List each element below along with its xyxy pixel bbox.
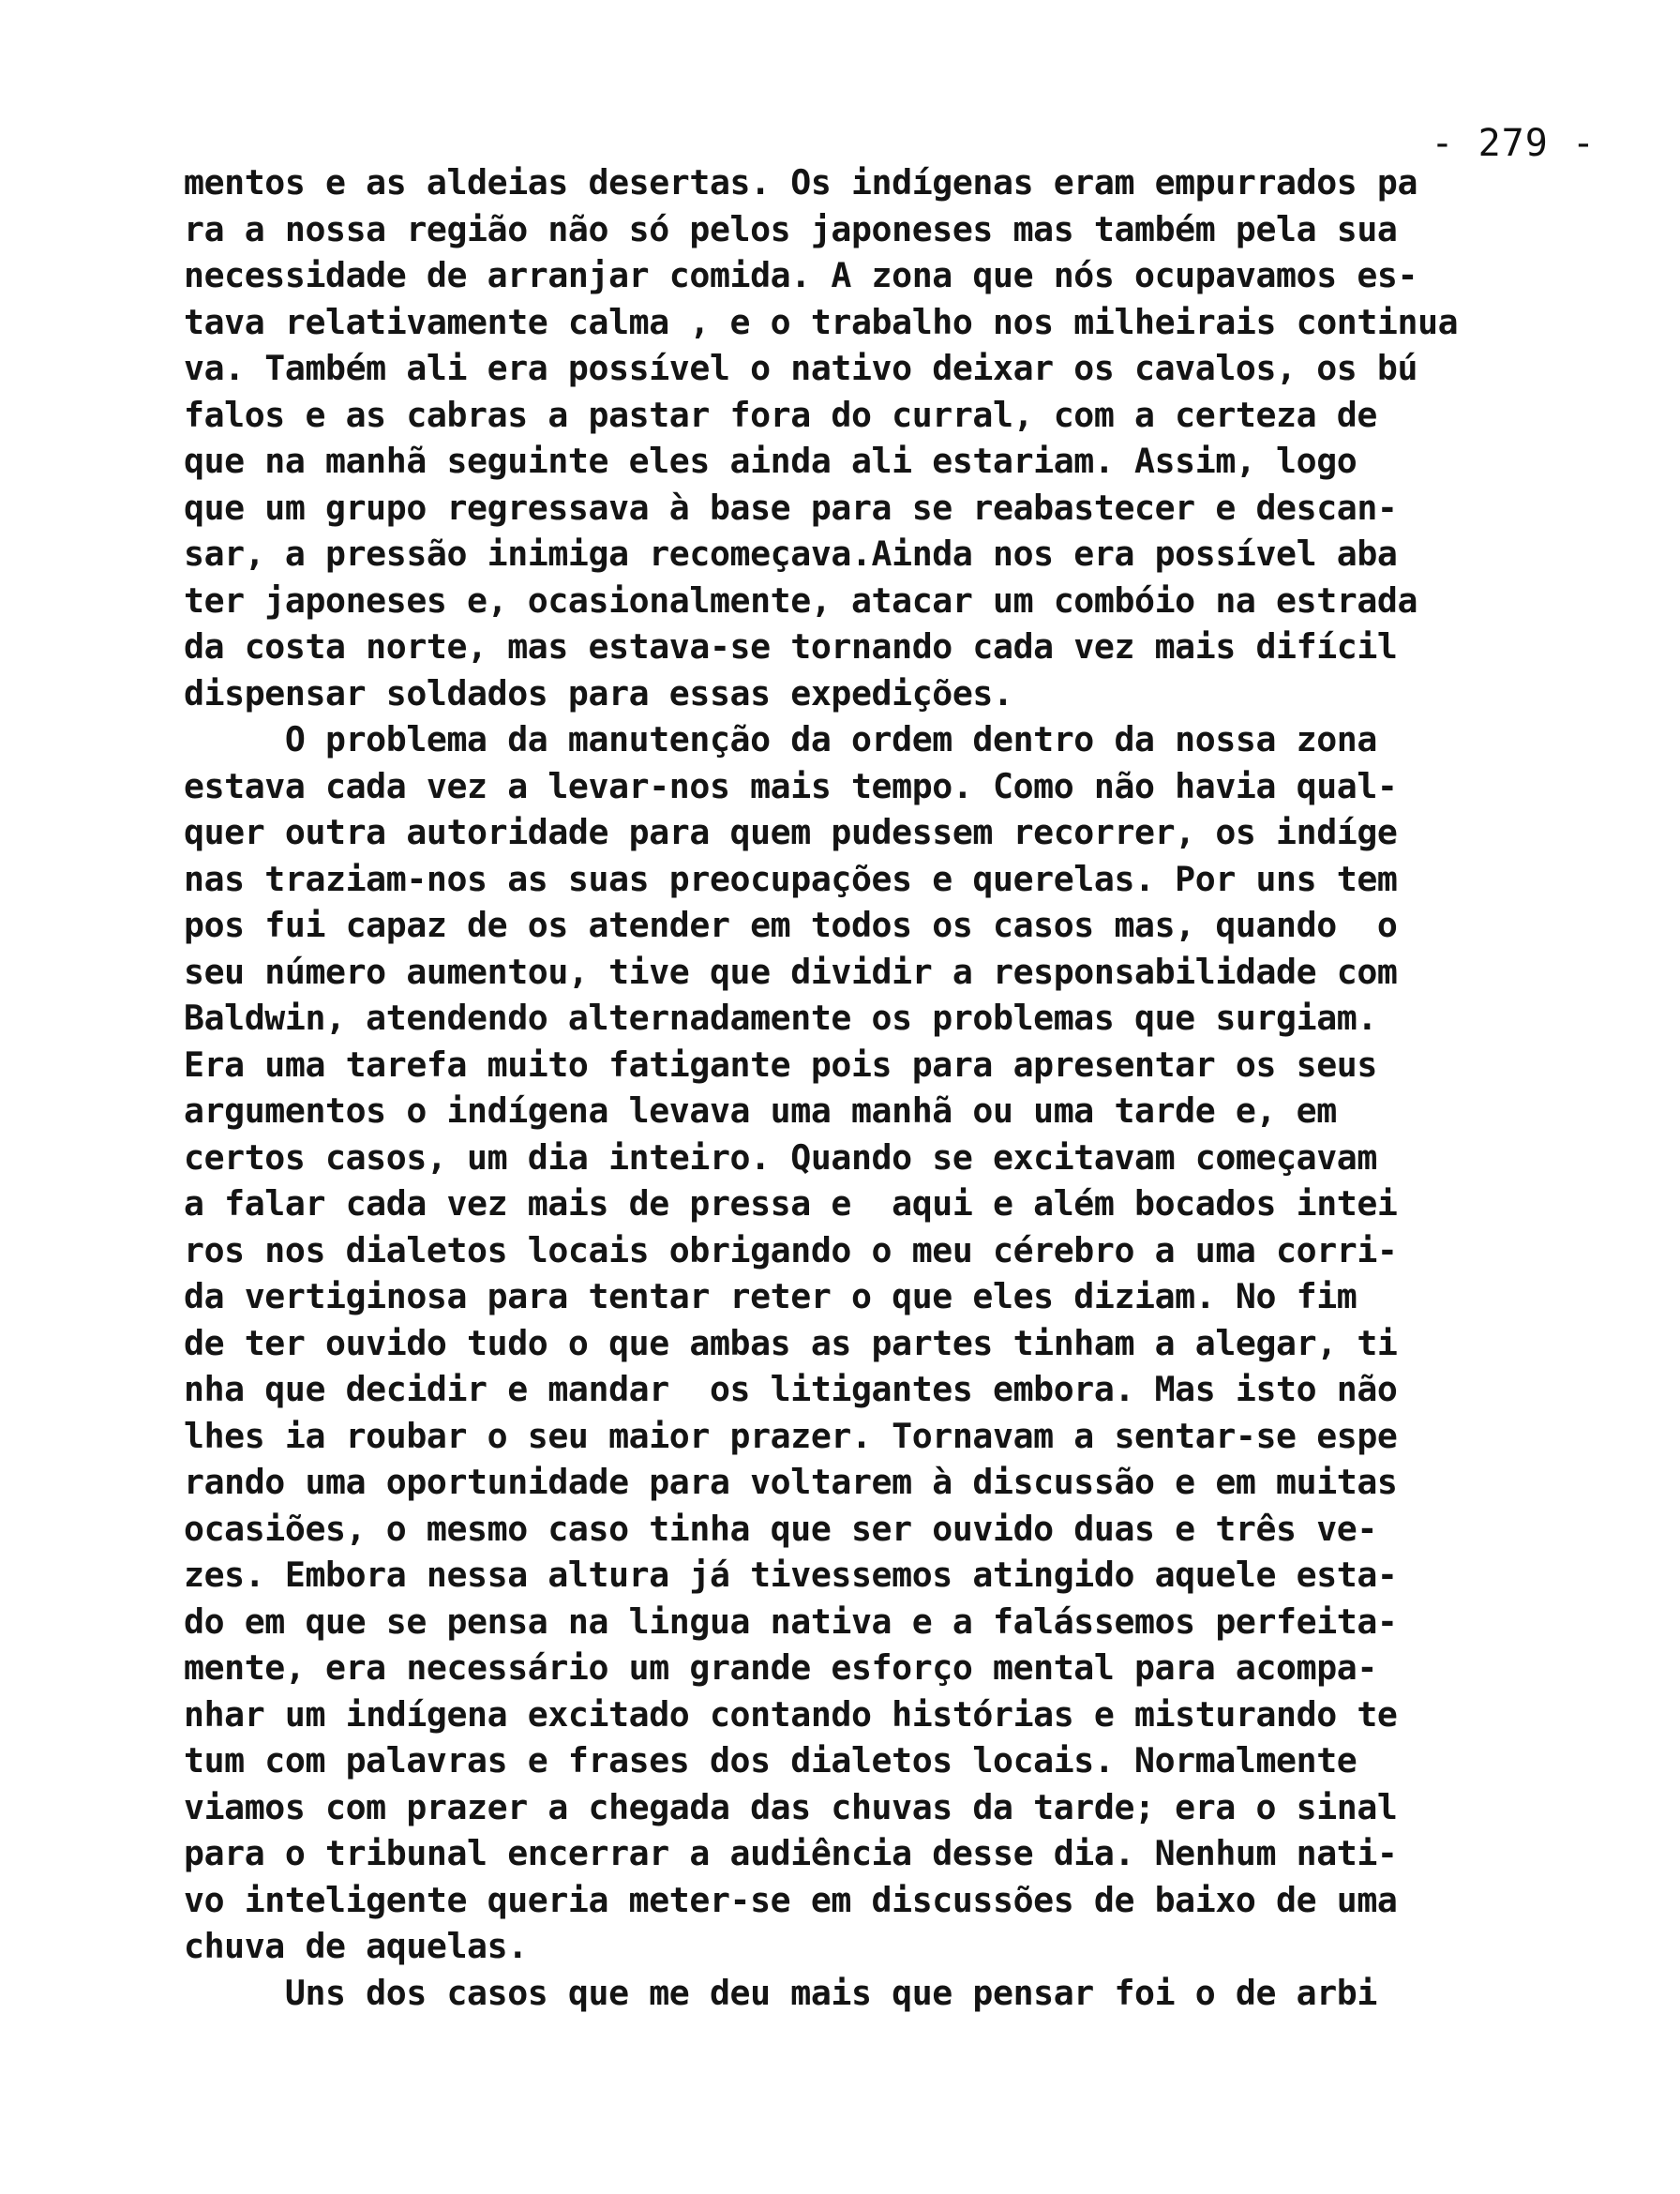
text-line: estava cada vez a levar-nos mais tempo. Como não havia qual- [184, 765, 1398, 806]
text-line: mentos e as aldeias desertas. Os indígenas eram empurrados pa [184, 162, 1418, 203]
text-line: chuva de aquelas. [184, 1926, 528, 1966]
text-line: ra a nossa região não só pelos japoneses mas também pela sua [184, 208, 1398, 249]
text-line: da costa norte, mas estava-se tornando cada vez mais difícil [184, 626, 1398, 667]
text-line: ros nos dialetos locais obrigando o meu cérebro a uma corri- [184, 1229, 1398, 1270]
text-line: sar, a pressão inimiga recomeçava.Ainda nos era possível aba [184, 533, 1398, 574]
text-line: ter japoneses e, ocasionalmente, atacar um combóio na estrada [184, 579, 1418, 621]
text-line: que um grupo regressava à base para se reabastecer e descan- [184, 487, 1398, 528]
text-line: nhar um indígena excitado contando histórias e misturando te [184, 1693, 1398, 1735]
text-line: quer outra autoridade para quem pudessem recorrer, os indíge [184, 812, 1398, 852]
text-line: va. Também ali era possível o nativo deixar os cavalos, os bú [184, 348, 1418, 388]
text-line: pos fui capaz de os atender em todos os casos mas, quando o [184, 905, 1398, 945]
text-line: tava relativamente calma , e o trabalho nos milheirais continua [184, 301, 1459, 342]
body-text [184, 159, 1646, 2016]
text-line: para o tribunal encerrar a audiência desse dia. Nenhum nati- [184, 1833, 1398, 1873]
text-line: falos e as cabras a pastar fora do curral, com a certeza de [184, 394, 1377, 435]
page-number: - 279 - [1431, 122, 1596, 165]
text-line: argumentos o indígena levava uma manhã ou uma tarde e, em [184, 1090, 1337, 1131]
text-line: necessidade de arranjar comida. A zona que nós ocupavamos es- [184, 255, 1418, 295]
text-line: do em que se pensa na lingua nativa e a falássemos perfeita- [184, 1600, 1398, 1642]
text-line: nas traziam-nos as suas preocupações e querelas. Por uns tem [184, 858, 1398, 899]
text-line: certos casos, um dia inteiro. Quando se excitavam começavam [184, 1136, 1377, 1178]
text-line: da vertiginosa para tentar reter o que eles diziam. No fim [184, 1276, 1358, 1316]
text-line: lhes ia roubar o seu maior prazer. Tornavam a sentar-se espe [184, 1415, 1398, 1456]
text-line: rando uma oportunidade para voltarem à discussão e em muitas [184, 1462, 1398, 1502]
text-line: vo inteligente queria meter-se em discussões de baixo de uma [184, 1879, 1398, 1920]
text-line: a falar cada vez mais de pressa e aqui e além bocados intei [184, 1183, 1398, 1224]
text-line: Era uma tarefa muito fatigante pois para apresentar os seus [184, 1044, 1377, 1085]
text-line: que na manhã seguinte eles ainda ali estariam. Assim, logo [184, 441, 1358, 481]
text-line: dispensar soldados para essas expedições. [184, 672, 1013, 714]
text-line: ocasiões, o mesmo caso tinha que ser ouvido duas e três ve- [184, 1508, 1377, 1549]
text-line: Baldwin, atendendo alternadamente os problemas que surgiam. [184, 998, 1377, 1038]
text-line: de ter ouvido tudo o que ambas as partes tinham a alegar, ti [184, 1322, 1398, 1363]
text-line: O problema da manutenção da ordem dentro da nossa zona [184, 719, 1377, 759]
text-line: tum com palavras e frases dos dialetos locais. Normalmente [184, 1740, 1358, 1781]
text-line: viamos com prazer a chegada das chuvas da tarde; era o sinal [184, 1786, 1398, 1827]
text-line: nha que decidir e mandar os litigantes embora. Mas isto não [184, 1369, 1398, 1409]
text-line: Uns dos casos que me deu mais que pensar foi o de arbi [184, 1972, 1377, 2013]
text-line: seu número aumentou, tive que dividir a responsabilidade com [184, 951, 1398, 992]
text-line: zes. Embora nessa altura já tivessemos atingido aquele esta- [184, 1555, 1398, 1595]
text-line: mente, era necessário um grande esforço mental para acompa- [184, 1647, 1377, 1688]
